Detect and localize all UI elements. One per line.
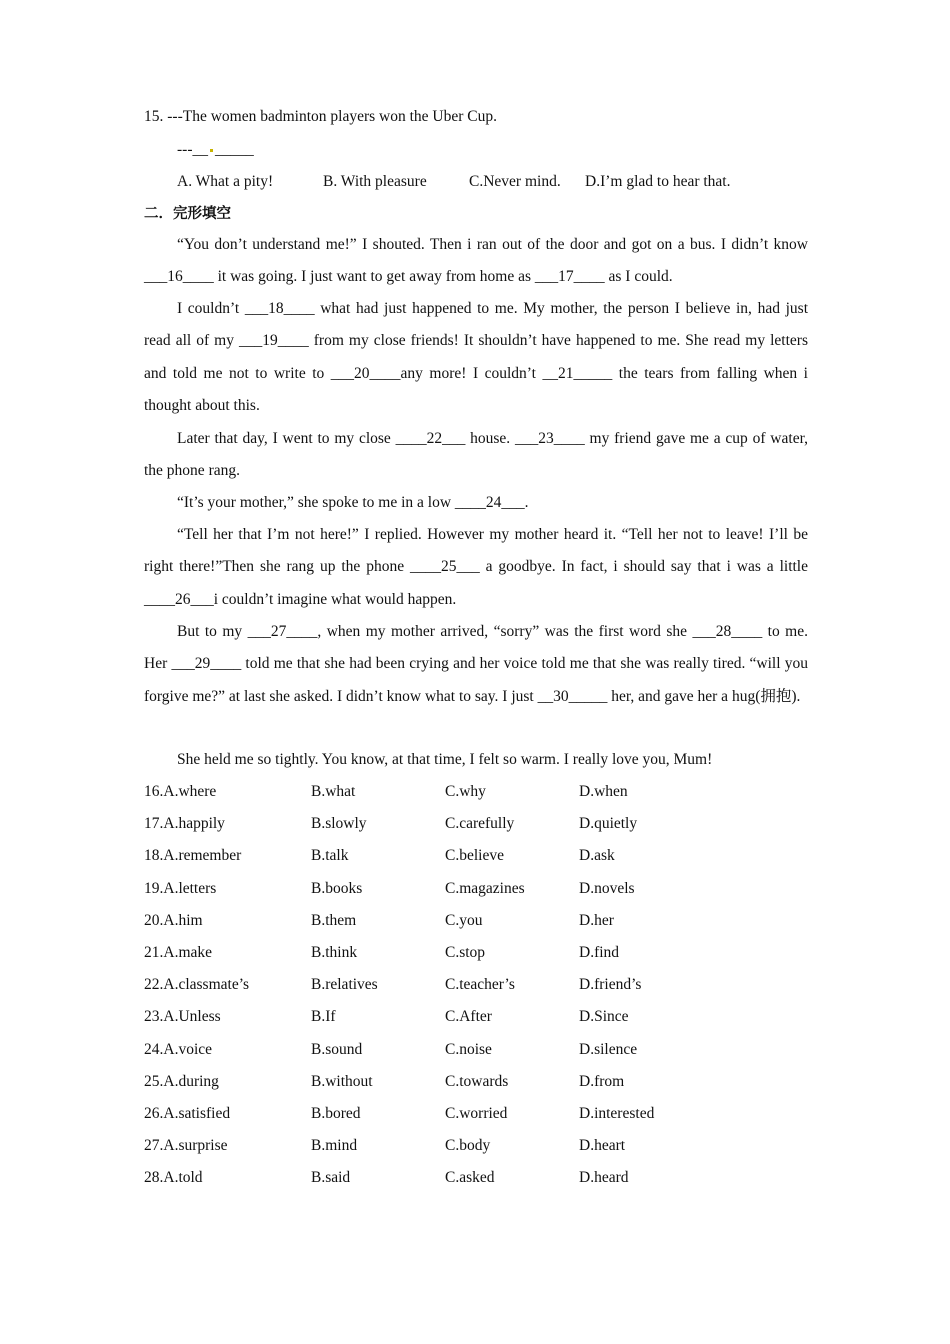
choice-d: D.her bbox=[579, 911, 614, 929]
passage-paragraph: Later that day, I went to my close ____22___ house. ___23____ my friend gave me a cup of water, the phone rang. bbox=[144, 430, 808, 480]
question-15-reply bbox=[177, 140, 254, 160]
choice-d: D.when bbox=[579, 783, 628, 800]
question-15-options bbox=[177, 172, 730, 192]
choice-b: B.said bbox=[311, 1169, 351, 1187]
choice-a: 26.A.satisfied bbox=[144, 1104, 231, 1122]
choice-a: 27.A.surprise bbox=[144, 1137, 228, 1155]
choice-a: 16.A.where bbox=[144, 783, 217, 800]
choice-row bbox=[144, 1066, 808, 1098]
choice-a: 25.A.during bbox=[144, 1072, 219, 1090]
choice-d: D.from bbox=[579, 1072, 625, 1090]
reply-blank-tail: _____ bbox=[215, 141, 254, 158]
choice-d: D.novels bbox=[579, 879, 635, 897]
passage-paragraph: “You don’t understand me!” I shouted. Then i ran out of the door and got on a bus. I didn’t know ___16____ it was going. I just want to get away from home as ___17____ as I could. bbox=[144, 236, 808, 286]
q15-option-a: A. What a pity! bbox=[177, 173, 274, 190]
choice-a: 20.A.him bbox=[144, 911, 203, 929]
highlight-mark bbox=[210, 149, 213, 152]
choice-d: D.interested bbox=[579, 1104, 655, 1122]
choice-b: B.slowly bbox=[311, 815, 367, 833]
choice-row bbox=[144, 937, 808, 969]
choice-row bbox=[144, 1098, 808, 1130]
choice-b: B.what bbox=[311, 783, 356, 800]
choice-b: B.without bbox=[311, 1072, 373, 1090]
choice-d: D.Since bbox=[579, 1008, 629, 1026]
choice-b: B.sound bbox=[311, 1040, 363, 1058]
choice-d: D.heard bbox=[579, 1169, 629, 1187]
choice-row bbox=[144, 808, 808, 840]
choice-c: C.worried bbox=[445, 1104, 508, 1122]
choice-row bbox=[144, 840, 808, 872]
choice-row bbox=[144, 1130, 808, 1162]
choice-row bbox=[144, 1162, 808, 1194]
section-heading: 二．完形填空 bbox=[144, 206, 231, 222]
choice-c: C.why bbox=[445, 783, 486, 800]
choice-a: 22.A.classmate’s bbox=[144, 976, 250, 994]
q15-option-c: C.Never mind. bbox=[469, 173, 561, 190]
question-15: 15. ---The women badminton players won the Uber Cup. bbox=[144, 108, 497, 125]
choice-a: 17.A.happily bbox=[144, 815, 225, 833]
choice-c: C.stop bbox=[445, 943, 486, 961]
choice-row bbox=[144, 873, 808, 905]
choice-list bbox=[144, 776, 808, 1194]
choice-c: C.you bbox=[445, 911, 483, 929]
choice-a: 19.A.letters bbox=[144, 879, 217, 897]
choice-c: C.teacher’s bbox=[445, 976, 515, 994]
choice-c: C.magazines bbox=[445, 879, 525, 897]
choice-d: D.silence bbox=[579, 1040, 638, 1058]
choice-c: C.asked bbox=[445, 1169, 495, 1187]
choice-c: C.After bbox=[445, 1008, 492, 1026]
choice-a: 28.A.told bbox=[144, 1169, 203, 1187]
q15-option-d: D.I’m glad to hear that. bbox=[585, 173, 731, 190]
choice-row bbox=[144, 776, 808, 808]
passage-paragraph: She held me so tightly. You know, at that time, I felt so warm. I really love you, Mum! bbox=[177, 751, 713, 768]
choice-c: C.believe bbox=[445, 847, 504, 865]
passage-paragraph: “Tell her that I’m not here!” I replied. However my mother heard it. “Tell her not to leave! I’ll be right there!”Then she rang up the phone ____25___ a goodbye. In fact, i should say that i was a little ____26___i couldn’t imagine what would happen. bbox=[144, 526, 808, 608]
choice-row bbox=[144, 969, 808, 1001]
choice-c: C.towards bbox=[445, 1072, 509, 1090]
choice-a: 24.A.voice bbox=[144, 1040, 213, 1058]
choice-b: B.books bbox=[311, 879, 363, 897]
choice-row bbox=[144, 1001, 808, 1033]
choice-b: B.talk bbox=[311, 847, 349, 865]
choice-b: B.bored bbox=[311, 1104, 361, 1122]
q15-option-b: B. With pleasure bbox=[323, 173, 427, 190]
reply-blank: ---__ bbox=[177, 141, 208, 158]
choice-row bbox=[144, 1034, 808, 1066]
choice-b: B.think bbox=[311, 943, 358, 961]
choice-a: 18.A.remember bbox=[144, 847, 242, 865]
choice-c: C.body bbox=[445, 1137, 491, 1155]
choice-d: D.find bbox=[579, 943, 620, 961]
passage-paragraph: But to my ___27____, when my mother arrived, “sorry” was the first word she ___28____ to me. Her ___29____ told me that she had been crying and her voice told me that she was really tired. “will you forgive me?” at last she asked. I didn’t know what to say. I just __30_____ her, and gave her a hug(拥抱). bbox=[144, 623, 808, 705]
choice-d: D.ask bbox=[579, 847, 615, 865]
choice-b: B.relatives bbox=[311, 976, 378, 994]
choice-b: B.If bbox=[311, 1008, 336, 1026]
choice-row bbox=[144, 905, 808, 937]
choice-d: D.friend’s bbox=[579, 976, 642, 994]
choice-c: C.carefully bbox=[445, 815, 515, 833]
choice-c: C.noise bbox=[445, 1040, 492, 1058]
passage-paragraph: “It’s your mother,” she spoke to me in a low ____24___. bbox=[177, 494, 529, 511]
choice-a: 21.A.make bbox=[144, 943, 213, 961]
choice-b: B.them bbox=[311, 911, 357, 929]
choice-a: 23.A.Unless bbox=[144, 1008, 221, 1026]
choice-d: D.heart bbox=[579, 1137, 626, 1155]
passage-paragraph: I couldn’t ___18____ what had just happened to me. My mother, the person I believe in, had just read all of my ___19____ from my close friends! It shouldn’t have happened to me. She read my letters and told me not to write to ___20____any more! I couldn’t __21_____ the tears from falling when i thought about this. bbox=[144, 300, 808, 414]
choice-d: D.quietly bbox=[579, 815, 638, 833]
choice-b: B.mind bbox=[311, 1137, 358, 1155]
